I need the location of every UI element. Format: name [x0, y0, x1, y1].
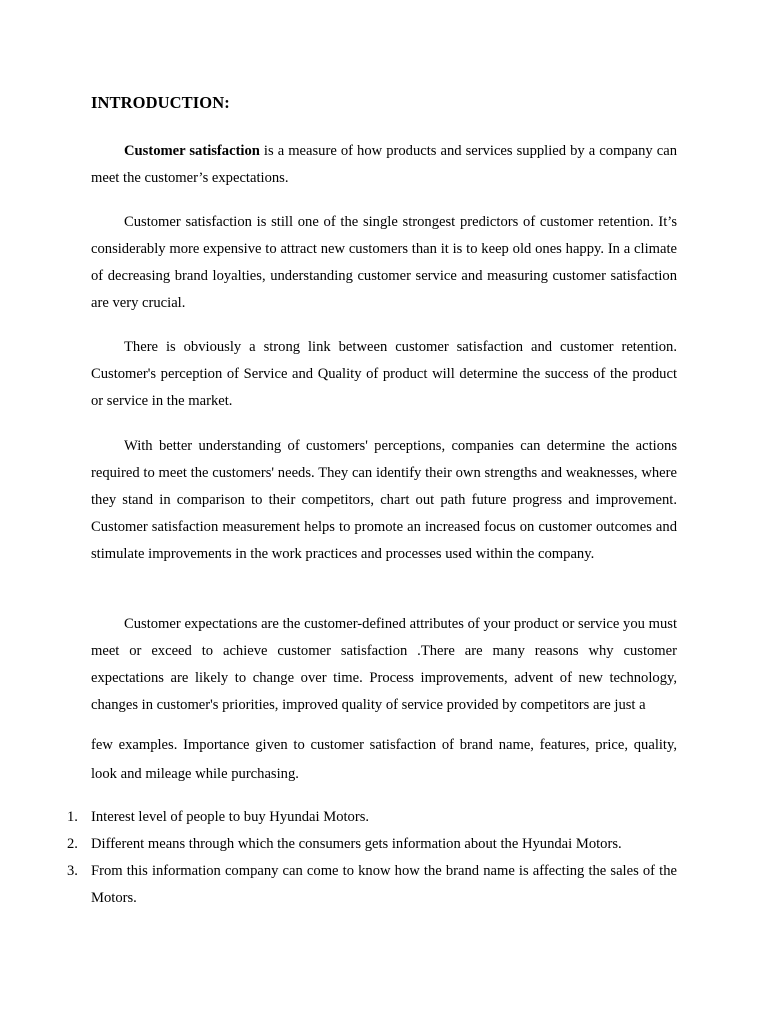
list-item	[0, 858, 677, 912]
paragraph-1-text: is a measure of how products and services supplied by a company can meet the customer’s expectations.	[91, 143, 677, 186]
paragraph-2: Customer satisfaction is still one of the single strongest predictors of customer retention. It’s considerably more expensive to attract new customers than it is to keep old ones happy. In a climate of decreasing brand loyalties, understanding customer service and measuring customer satisfaction are very crucial.	[91, 214, 677, 311]
list-number: 3.	[67, 863, 78, 879]
page-heading: INTRODUCTION:	[91, 93, 230, 112]
paragraph-5: Customer expectations are the customer-defined attributes of your product or service you must meet or exceed to achieve customer satisfaction .There are many reasons why customer expectations are likely to change over time. Process improvements, advent of new technology, changes in customer's priorities, improved quality of service provided by competitors are just a	[91, 616, 677, 713]
paragraph-4: With better understanding of customers' perceptions, companies can determine the actions required to meet the customers' needs. They can identify their own strengths and weaknesses, where they stand in comparison to their competitors, chart out path future progress and improvement. Customer satisfaction measurement helps to promote an increased focus on customer outcomes and stimulate improvements in the work practices and processes used within the company.	[91, 438, 677, 562]
list-item-text: Interest level of people to buy Hyundai Motors.	[91, 809, 370, 825]
list-item-text: Different means through which the consumers gets information about the Hyundai Motors.	[91, 836, 622, 852]
list-item	[0, 831, 677, 858]
list-item	[0, 804, 677, 831]
paragraph-5-continued: few examples. Importance given to customer satisfaction of brand name, features, price, quality, look and mileage while purchasing.	[91, 737, 677, 782]
list-item-text: From this information company can come to know how the brand name is affecting the sales of the Motors.	[91, 863, 677, 906]
list-number: 2.	[67, 836, 78, 852]
paragraph-1	[91, 138, 677, 192]
list-number: 1.	[67, 809, 78, 825]
bold-term: Customer satisfaction	[124, 143, 260, 159]
numbered-list	[0, 804, 677, 912]
paragraph-3: There is obviously a strong link between customer satisfaction and customer retention. Customer's perception of Service and Quality of product will determine the success of the product or service in the market.	[91, 339, 677, 409]
